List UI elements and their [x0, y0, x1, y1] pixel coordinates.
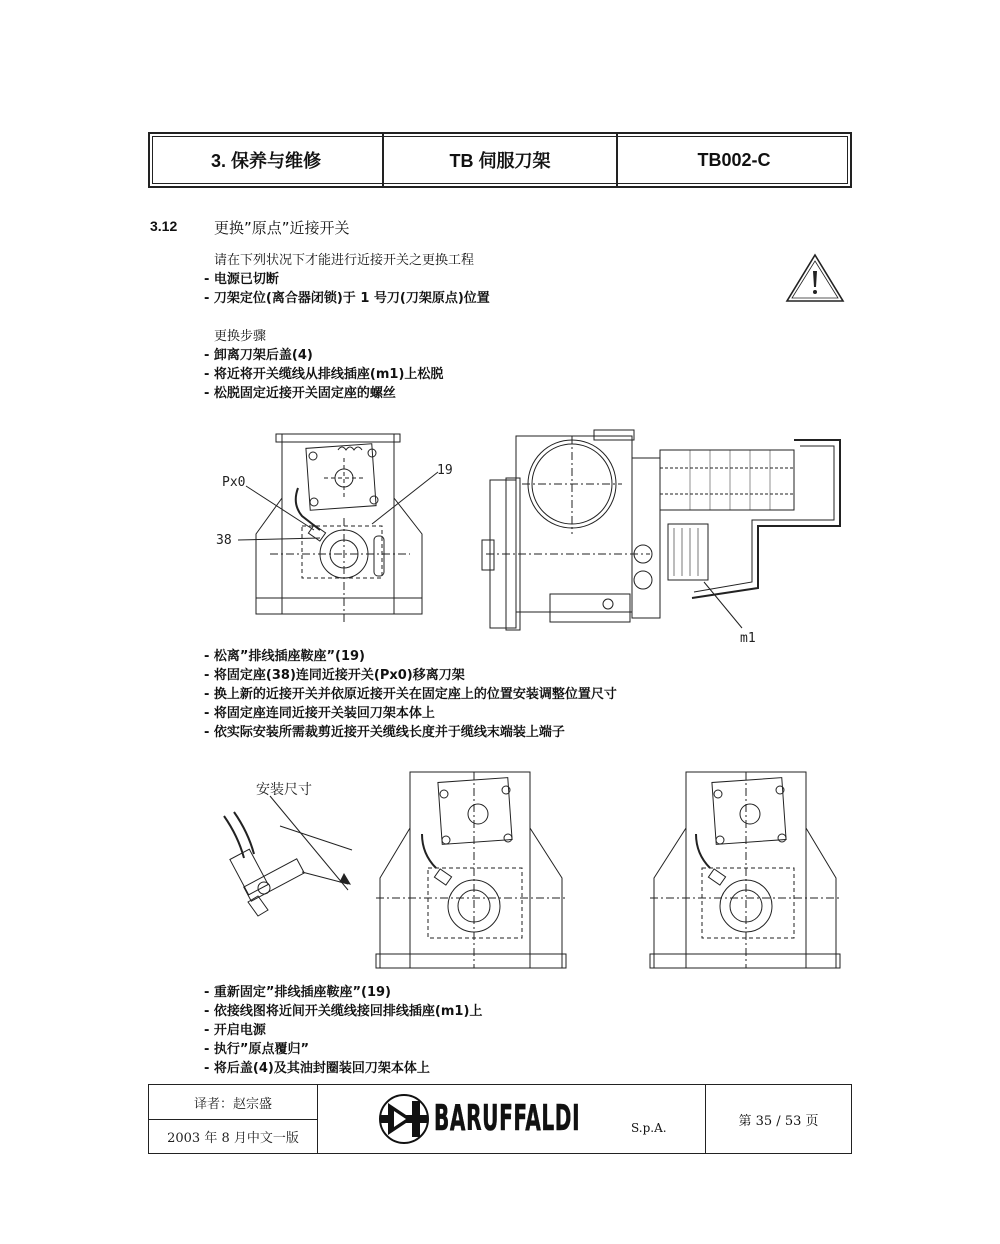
footer-table	[148, 1084, 852, 1154]
baruffaldi-logo-icon	[378, 1093, 430, 1145]
brand-name: BARUFFALDI	[434, 1098, 581, 1139]
step-item: - 重新固定”排线插座鞍座”(19)	[204, 985, 391, 1000]
step-item: - 依接线图将近间开关缆线接回排线插座(m1)上	[204, 1004, 483, 1019]
step-item: - 松脱固定近接开关固定座的螺丝	[204, 386, 396, 401]
figure-2-drawing	[210, 768, 850, 982]
step-item: - 松离”排线插座鞍座”(19)	[204, 649, 365, 664]
steps-group-a	[204, 346, 443, 403]
step-item: - 换上新的近接开关并依原近接开关在固定座上的位置安装调整位置尺寸	[204, 687, 617, 702]
header-code: TB002-C	[616, 134, 850, 186]
intro-conditions	[204, 270, 490, 308]
front-view	[238, 434, 438, 624]
step-item: - 将近将开关缆线从排线插座(m1)上松脱	[204, 367, 444, 382]
condition-item: - 电源已切断	[204, 272, 279, 287]
step-item: - 依实际安装所需裁剪近接开关缆线长度并于缆线末端装上端子	[204, 725, 565, 740]
label-px0: Px0	[222, 475, 246, 490]
step-item: - 卸离刀架后盖(4)	[204, 348, 313, 363]
label-m1: m1	[740, 631, 756, 646]
translator: 译者：赵宗盛	[149, 1085, 317, 1120]
side-view	[482, 430, 840, 630]
label-install-dim: 安装尺寸	[256, 782, 312, 798]
sensor-detail	[224, 796, 352, 916]
label-38: 38	[216, 533, 232, 548]
header-product: TB 伺服刀架	[382, 134, 616, 186]
label-19: 19	[437, 463, 453, 478]
edition: 2003 年 8 月中文一版	[167, 1131, 299, 1146]
steps-heading: 更换步骤	[214, 329, 267, 344]
section-title: 更换”原点”近接开关	[214, 219, 350, 237]
front-view-right	[650, 772, 842, 968]
steps-group-c	[204, 983, 482, 1078]
step-item: - 将固定座连同近接开关装回刀架本体上	[204, 706, 435, 721]
brand-suffix: S.p.A.	[631, 1121, 667, 1135]
step-item: - 开启电源	[204, 1023, 266, 1038]
figure-1-drawing	[210, 428, 850, 650]
footer-left	[149, 1085, 318, 1153]
step-item: - 将固定座(38)连同近接开关(Px0)移离刀架	[204, 668, 465, 683]
footer-brand	[318, 1085, 706, 1153]
intro-heading: 请在下列状况下才能进行近接开关之更换工程	[214, 253, 475, 268]
header-section: 3. 保养与维修	[210, 151, 321, 171]
step-item: - 将后盖(4)及其油封圈装回刀架本体上	[204, 1061, 430, 1076]
steps-group-b	[204, 647, 617, 742]
step-item: - 执行”原点覆归”	[204, 1042, 310, 1057]
page-number: 第 35 / 53 页	[705, 1085, 851, 1153]
warning-triangle-icon	[784, 252, 846, 304]
condition-item: - 刀架定位(离合器闭锁)于 1 号刀(刀架原点)位置	[204, 291, 490, 306]
header-table	[148, 132, 852, 188]
section-number: 3.12	[150, 218, 178, 234]
front-view-mid	[376, 772, 568, 968]
